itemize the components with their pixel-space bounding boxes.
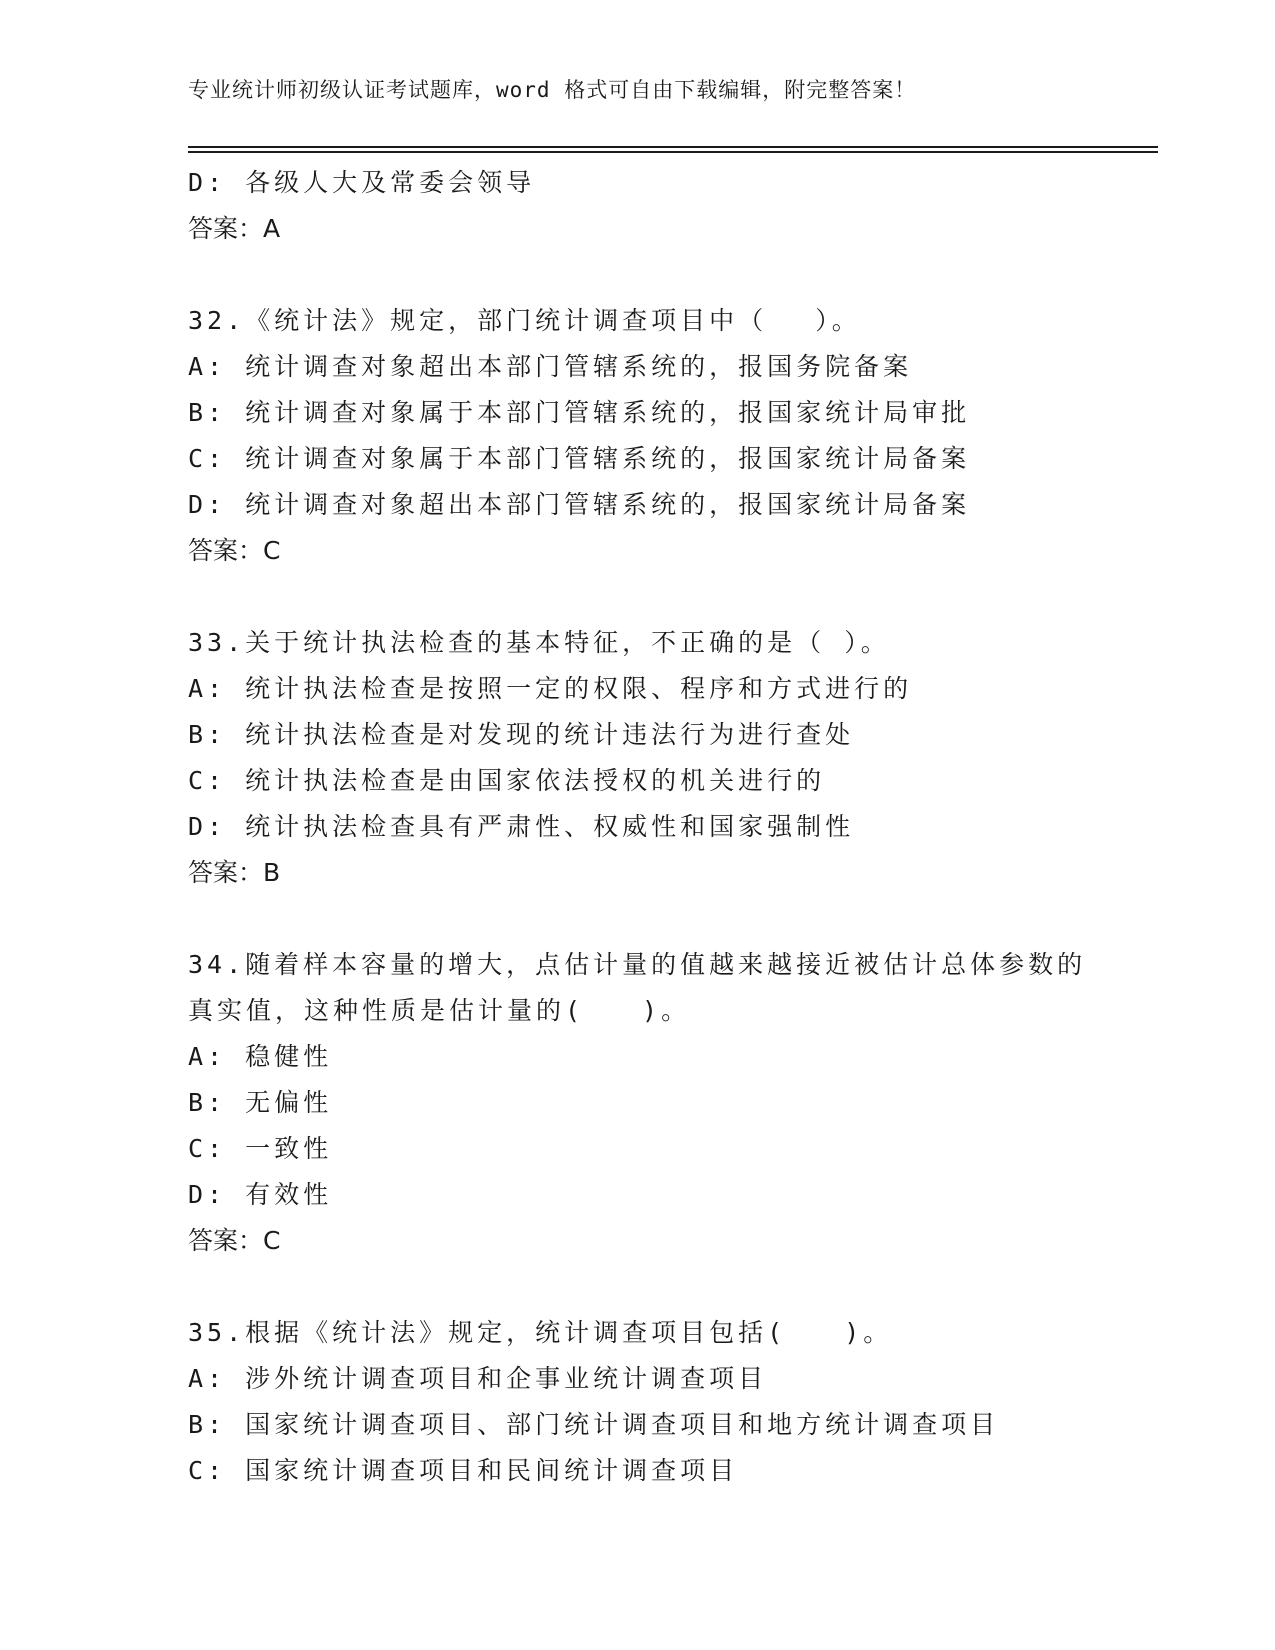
question-35 bbox=[188, 1310, 1158, 1494]
question-stem: 33.关于统计执法检查的基本特征，不正确的是（ ）。 bbox=[188, 628, 890, 657]
question-32 bbox=[188, 298, 1158, 574]
question-33 bbox=[188, 620, 1158, 896]
option-c: C: 统计执法检查是由国家依法授权的机关进行的 bbox=[188, 766, 826, 795]
document-body bbox=[188, 160, 1158, 1494]
option-d: D: 统计调查对象超出本部门管辖系统的，报国家统计局备案 bbox=[188, 490, 971, 519]
question-stem-continued: 真实值，这种性质是估计量的( )。 bbox=[188, 996, 691, 1025]
option-a: A: 统计执法检查是按照一定的权限、程序和方式进行的 bbox=[188, 674, 913, 703]
option-d: D: 统计执法检查具有严肃性、权威性和国家强制性 bbox=[188, 812, 855, 841]
prev-answer: 答案：A bbox=[188, 214, 281, 243]
option-a: A: 稳健性 bbox=[188, 1042, 333, 1071]
option-a: A: 涉外统计调查项目和企事业统计调查项目 bbox=[188, 1364, 768, 1393]
option-b: B: 统计执法检查是对发现的统计违法行为进行查处 bbox=[188, 720, 855, 749]
header-rule-top bbox=[188, 146, 1158, 148]
page-header: 专业统计师初级认证考试题库，word 格式可自由下载编辑，附完整答案！ bbox=[188, 78, 917, 102]
question-stem: 35.根据《统计法》规定，统计调查项目包括( )。 bbox=[188, 1318, 893, 1347]
option-c: C: 一致性 bbox=[188, 1134, 333, 1163]
option-a: A: 统计调查对象超出本部门管辖系统的，报国务院备案 bbox=[188, 352, 913, 381]
option-b: B: 国家统计调查项目、部门统计调查项目和地方统计调查项目 bbox=[188, 1410, 1000, 1439]
question-stem: 34.随着样本容量的增大，点估计量的值越来越接近被估计总体参数的 bbox=[188, 950, 1087, 979]
option-c: C: 国家统计调查项目和民间统计调查项目 bbox=[188, 1456, 739, 1485]
option-b: B: 统计调查对象属于本部门管辖系统的，报国家统计局审批 bbox=[188, 398, 971, 427]
answer: 答案：C bbox=[188, 536, 281, 565]
prev-option-d: D: 各级人大及常委会领导 bbox=[188, 168, 536, 197]
answer: 答案：B bbox=[188, 858, 281, 887]
question-34 bbox=[188, 942, 1158, 1264]
question-stem: 32.《统计法》规定，部门统计调查项目中（ ）。 bbox=[188, 306, 861, 335]
option-b: B: 无偏性 bbox=[188, 1088, 333, 1117]
option-d: D: 有效性 bbox=[188, 1180, 333, 1209]
header-rule-bottom bbox=[188, 151, 1158, 153]
answer: 答案：C bbox=[188, 1226, 281, 1255]
option-c: C: 统计调查对象属于本部门管辖系统的，报国家统计局备案 bbox=[188, 444, 971, 473]
